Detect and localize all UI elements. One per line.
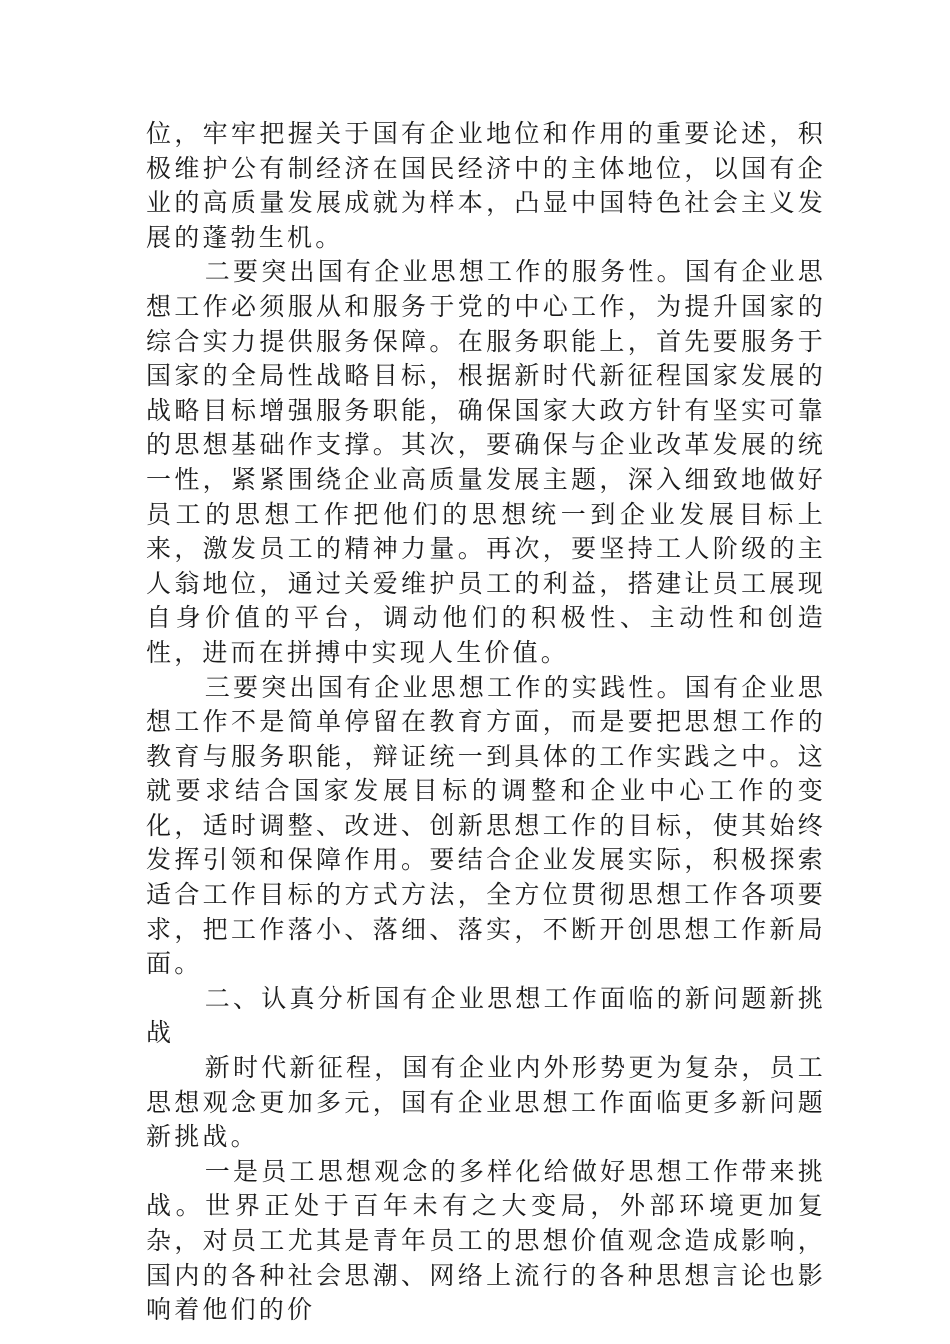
document-body — [146, 117, 826, 1328]
section-heading: 二、认真分析国有企业思想工作面临的新问题新挑战 — [146, 983, 826, 1048]
paragraph-intro: 新时代新征程，国有企业内外形势更为复杂，员工思想观念更加多元，国有企业思想工作面临更多新问题新挑战。 — [146, 1053, 826, 1152]
paragraph-service: 二要突出国有企业思想工作的服务性。国有企业思想工作必须服从和服务于党的中心工作，为提升国家的综合实力提供服务保障。在服务职能上，首先要服务于国家的全局性战略目标，根据新时代新征程国家发展的战略目标增强服务职能，确保国家大政方针有坚实可靠的思想基础作支撑。其次，要确保与企业改革发展的统一性，紧紧围绕企业高质量发展主题，深入细致地做好员工的思想工作把他们的思想统一到企业发展目标上来，激发员工的精神力量。再次，要坚持工人阶级的主人翁地位，通过关爱维护员工的利益，搭建让员工展现自身价值的平台，调动他们的积极性、主动性和创造性，进而在拼搏中实现人生价值。 — [146, 257, 826, 667]
paragraph-practice: 三要突出国有企业思想工作的实践性。国有企业思想工作不是简单停留在教育方面，而是要把思想工作的教育与服务职能，辩证统一到具体的工作实践之中。这就要求结合国家发展目标的调整和企业中心工作的变化，适时调整、改进、创新思想工作的目标，使其始终发挥引领和保障作用。要结合企业发展实际，积极探索适合工作目标的方式方法，全方位贯彻思想工作各项要求，把工作落小、落细、落实，不断开创思想工作新局面。 — [146, 672, 826, 979]
paragraph-continuation: 位，牢牢把握关于国有企业地位和作用的重要论述，积极维护公有制经济在国民经济中的主体地位，以国有企业的高质量发展成就为样本，凸显中国特色社会主义发展的蓬勃生机。 — [146, 119, 826, 252]
paragraph-challenge-one: 一是员工思想观念的多样化给做好思想工作带来挑战。世界正处于百年未有之大变局，外部环境更加复杂，对员工尤其是青年员工的思想价值观念造成影响，国内的各种社会思潮、网络上流行的各种思想言论也影响着他们的价 — [146, 1156, 826, 1325]
